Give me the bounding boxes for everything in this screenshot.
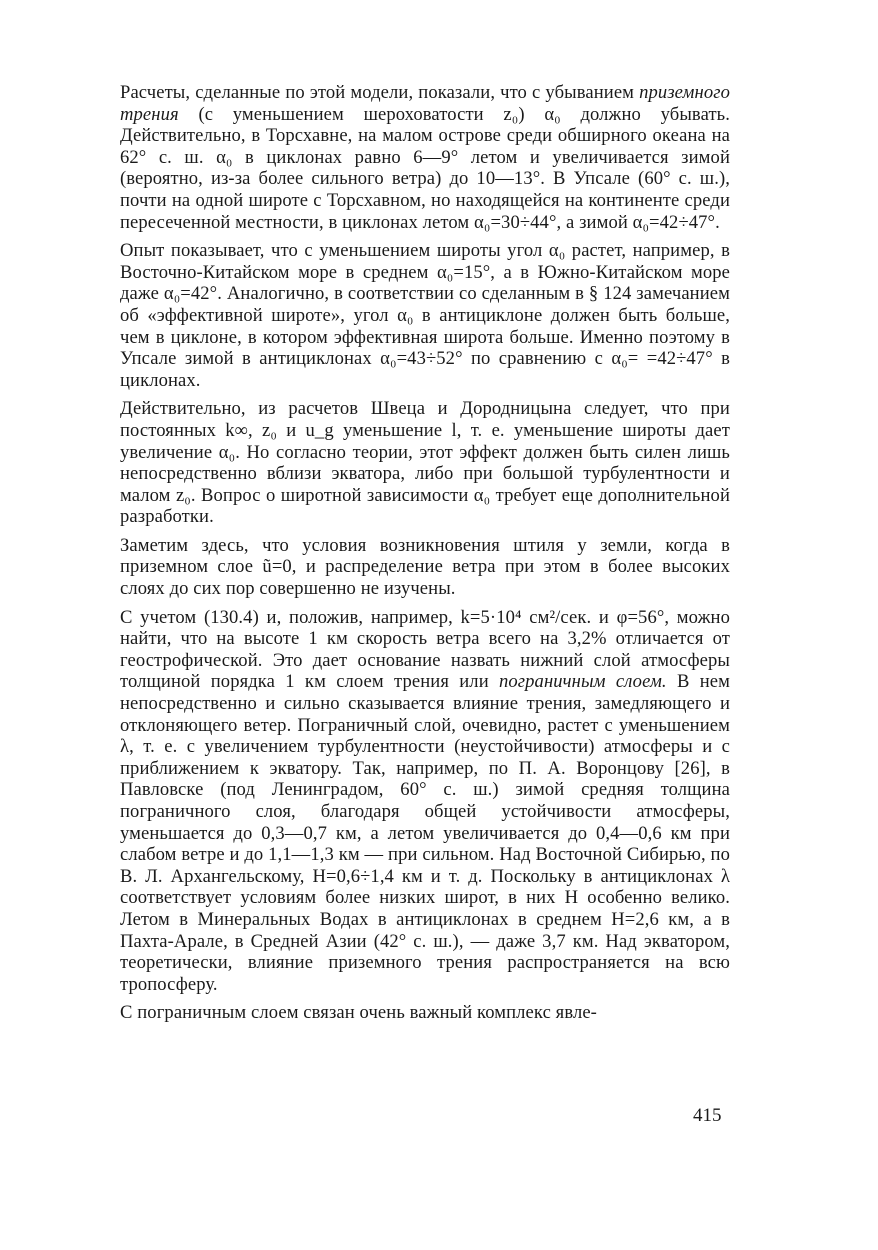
paragraph-5	[120, 607, 730, 996]
paragraph-4	[120, 535, 730, 600]
p5-segment-2-italic: пограничным слоем.	[499, 671, 667, 693]
p1-segment-2-italic: приземного трения	[120, 82, 730, 125]
page-body	[120, 82, 730, 1031]
paragraph-1	[120, 82, 730, 233]
page-number: 415	[693, 1105, 722, 1126]
p5-segment-3: В нем непосредственно и сильно сказывается влияние трения, замедляющего и отклоняющего ветер. Пограничный слой, очевидно, растет с уменьшением λ, т. е. с увеличением турбулентности (неустойчивости) атмосферы и с приближением к экватору. Так, например, по П. А. Воронцову [26], в Павловске (под Ленинградом, 60° с. ш.) зимой средняя толщина пограничного слоя, благодаря общей устойчивости атмосферы, уменьшается до 0,3—0,7 км, а летом увеличивается до 0,4—0,6 км при слабом ветре и до 1,1—1,3 км — при сильном. Над Восточной Сибирью, по В. Л. Архангельскому, H=0,6÷1,4 км и т. д. Поскольку в антициклонах λ соответствует условиям более низких широт, в них H особенно велико. Летом в Минеральных Водах в антициклонах в среднем H=2,6 км, а в Пахта-Арале, в Средней Азии (42° с. ш.), — даже 3,7 км. Над экватором, теоретически, влияние приземного трения распространяется на всю тропосферу.	[120, 671, 730, 995]
p6-segment-1: С пограничным слоем связан очень важный комплекс явле-	[120, 1002, 597, 1024]
p4-segment-1: Заметим здесь, что условия возникновения штиля у земли, когда в приземном слое ũ=0, и распределение ветра при этом в более высоких слоях до сих пор совершенно не изучены.	[120, 534, 730, 600]
p1-segment-3: (с уменьшением шероховатости z₀) α₀ должно убывать. Действительно, в Торсхавне, на малом острове среди обширного океана на 62° с. ш. α₀ в циклонах равно 6—9° летом и увеличивается зимой (вероятно, из-за более сильного ветра) до 10—13°. В Упсале (60° с. ш.), почти на одной широте с Торсхавном, но находящейся на континенте среди пересеченной местности, в циклонах летом α₀=30÷44°, а зимой α₀=42÷47°.	[120, 103, 730, 233]
paragraph-2	[120, 240, 730, 391]
paragraph-6	[120, 1002, 730, 1024]
paragraph-3	[120, 398, 730, 528]
p3-segment-1: Действительно, из расчетов Швеца и Дородницына следует, что при постоянных k∞, z₀ и u_g уменьшение l, т. е. уменьшение широты дает увеличение α₀. Но согласно теории, этот эффект должен быть силен лишь непосредственно вблизи экватора, либо при большой турбулентности и малом z₀. Вопрос о широтной зависимости α₀ требует еще дополнительной разработки.	[120, 398, 730, 528]
p5-segment-1: С учетом (130.4) и, положив, например, k=5·10⁴ см²/сек. и φ=56°, можно найти, что на высоте 1 км скорость ветра всего на 3,2% отличается от геострофической. Это дает основание назвать нижний слой атмосферы толщиной порядка 1 км слоем трения или	[120, 606, 730, 693]
p1-segment-1: Расчеты, сделанные по этой модели, показали, что с убыванием	[120, 82, 640, 103]
p2-segment-1: Опыт показывает, что с уменьшением широты угол α₀ растет, например, в Восточно-Китайском море в среднем α₀=15°, а в Южно-Китайском море даже α₀=42°. Аналогично, в соответствии со сделанным в § 124 замечанием об «эффективной широте», угол α₀ в антициклоне должен быть больше, чем в циклоне, в котором эффективная широта больше. Именно поэтому в Упсале зимой в антициклонах α₀=43÷52° по сравнению с α₀= =42÷47° в циклонах.	[120, 240, 730, 391]
